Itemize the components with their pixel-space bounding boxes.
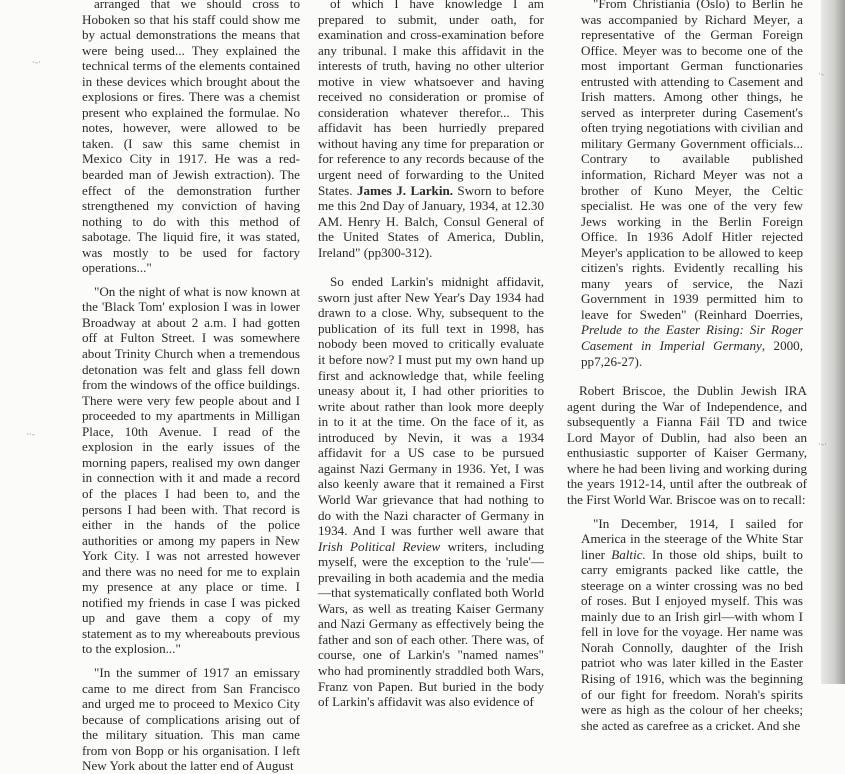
paragraph bbox=[82, 0, 300, 276]
text-run: arranged that we should cross to Hoboken so that his staff could show me by actual demonstrations the means that were being used... They explained the technical terms of the elements contained in these devices which brought about the explosions or fires. There was a chemist present who explained the formulae. No notes, however, were allowed to be taken. (I saw this same chemist in Mexico City in 1917. He was a red-bearded man of Jewish extraction). The effect of the demonstration further strengthened my conviction of having nothing to do with this method of sabotage. The liquid fire, it was stated, was mostly to be used for factory operations..." bbox=[82, 0, 300, 276]
paragraph bbox=[82, 284, 300, 657]
text-run: , 2000, pp7,26-27). bbox=[581, 338, 803, 369]
text-run: Robert Briscoe, the Dublin Jewish IRA agent during the War of Independence, and subsequently a Fianna Fáil TD and twice Lord Mayor of Dublin, had also been an enthusiastic supporter of Kaiser Germany, where he had been living and working during the years 1912-14, until after the outbreak of the First World War. Briscoe was on to recall: bbox=[567, 383, 807, 507]
paragraph bbox=[318, 274, 544, 709]
text-column-right bbox=[567, 0, 807, 733]
text-run: of which I have knowledge I am prepared to submit, under oath, for examination and cross-examination before any tribunal. I make this affidavit in the interests of truth, having no other ulterior motive in view whatsoever and having received no consideration or promise of consideration whatever therefor... This affidavit has been hurriedly prepared without having any time for preparation or for reference to any records because of the urgent need of forwarding to the United States. bbox=[318, 0, 544, 198]
text-run: "In December, 1914, I sailed for America in the steerage of the White Star liner bbox=[581, 515, 803, 562]
text-run: So ended Larkin's midnight affidavit, sworn just after New Year's Day 1934 had drawn to a close. Why, subsequent to the publication of its full text in 1998, has nobody been moved to critically evaluate it before now? I must put my own hand up first and acknowledge that, while feeling uneasy about it, I had other priorities to write about rather than look more deeply in to it at the time. On the face of it, as introduced by Nevin, it was a 1934 affidavit for a US case to be pursued against Nazi Germany in 1936. Yet, I was also keenly aware that it remained a First World War grievance that had nothing to do with the Nazi character of Germany in 1934. And I was further well aware that bbox=[318, 274, 544, 539]
scan-speck: ·-· bbox=[818, 440, 827, 450]
text-run: "On the night of what is now known at the 'Black Tom' explosion I was in lower Broadway at about 2 a.m. I had gotten off at Fulton Street. I was somewhere about Trinity Church when a tremendous detonation was felt and glass fell down from the windows of the office buildings. There were very few people about and I proceeded to my apartments in Milligan Place, 10th Avenue. I read of the explosion in the early issues of the morning papers, realised my own danger in connection with it and made a record of the places I had been to, and the persons I had been with. That record is either in the hands of the police authorities or among my papers in New York City. I was not arrested however and there was no need for me to explain my presence at any place or time. I notified my friends in case I was picked up and gave them a copy of my statement as to my whereabouts previous to the explosion..." bbox=[82, 283, 300, 657]
scan-speck: ··- bbox=[26, 430, 35, 440]
page-edge-shadow bbox=[821, 0, 845, 684]
paragraph bbox=[82, 665, 300, 774]
paragraph bbox=[567, 516, 807, 734]
text-column-middle bbox=[318, 0, 544, 710]
text-run: writers, including myself, were the exception to the 'rule'—prevailing in both academia and the media—that systematically conflated both World Wars, as well as treating Kaiser Germany and Nazi Germany as effectively being the father and son of each other. There was, of course, one of Larkin's "named names" who had prominently straddled both Wars, Franz von Papen. But buried in the body of Larkin's affidavit was also evidence of bbox=[318, 538, 545, 710]
scan-speck: ·-· bbox=[32, 58, 41, 68]
text-run: In those old ships, built to carry emigrants packed like cattle, the steerage on a winter crossing was no bed of roses. But I enjoyed myself. This was mainly due to an Irish girl—with whom I fell in love for the voyage. Her name was Norah Connolly, daughter of the Irish patriot who was later killed in the Easter Rising of 1916, which was the beginning of our fight for freedom. Norah's spirits were as high as the colour of her cheeks; she acted as carefree as a cricket. And she bbox=[581, 546, 803, 733]
text-column-left bbox=[82, 0, 300, 774]
text-run: Sworn to before me this 2nd Day of January, 1934, at 12.30 AM. Henry H. Balch, Consul General of the United States of America, Dublin, Ireland" (pp300-312). bbox=[318, 182, 545, 260]
italic-text: Prelude to the Easter Rising: Sir Roger Casement in Imperial Germany bbox=[581, 322, 803, 354]
text-run: "In the summer of 1917 an emissary came to me direct from San Francisco and urged me to proceed to Mexico City because of complications arising out of the military situation. This man came from von Bopp or his organisation. I left New York about the latter end of August bbox=[82, 664, 300, 774]
text-run: "From Christiania (Oslo) to Berlin he was accompanied by Richard Meyer, a representative of the German Foreign Office. Meyer was to become one of the most important German functionaries entrusted with attending to Casement and Irish matters. Among other things, he served as interpreter during Casement's often trying negotiations with civilian and military Germany Government officials... Contrary to available published information, Richard Meyer was not a brother of Kuno Meyer, the Celtic specialist. He was one of the very few Jews working in the Berlin Foreign Office. In 1936 Adolf Hitler rejected Meyer's application to be allowed to keep citizen's rights. Evidently recalling his many years of service, the Nazi Government in 1939 permitted him to leave for Sweden" (Reinhard Doerries, bbox=[581, 0, 803, 322]
italic-text: Baltic. bbox=[611, 546, 646, 562]
bold-text: James J. Larkin. bbox=[356, 182, 454, 198]
paragraph bbox=[318, 0, 544, 260]
scan-speck: ·- bbox=[818, 70, 825, 80]
italic-text: Irish Political Review bbox=[318, 538, 441, 554]
paragraph bbox=[567, 0, 807, 369]
paragraph bbox=[567, 383, 807, 507]
